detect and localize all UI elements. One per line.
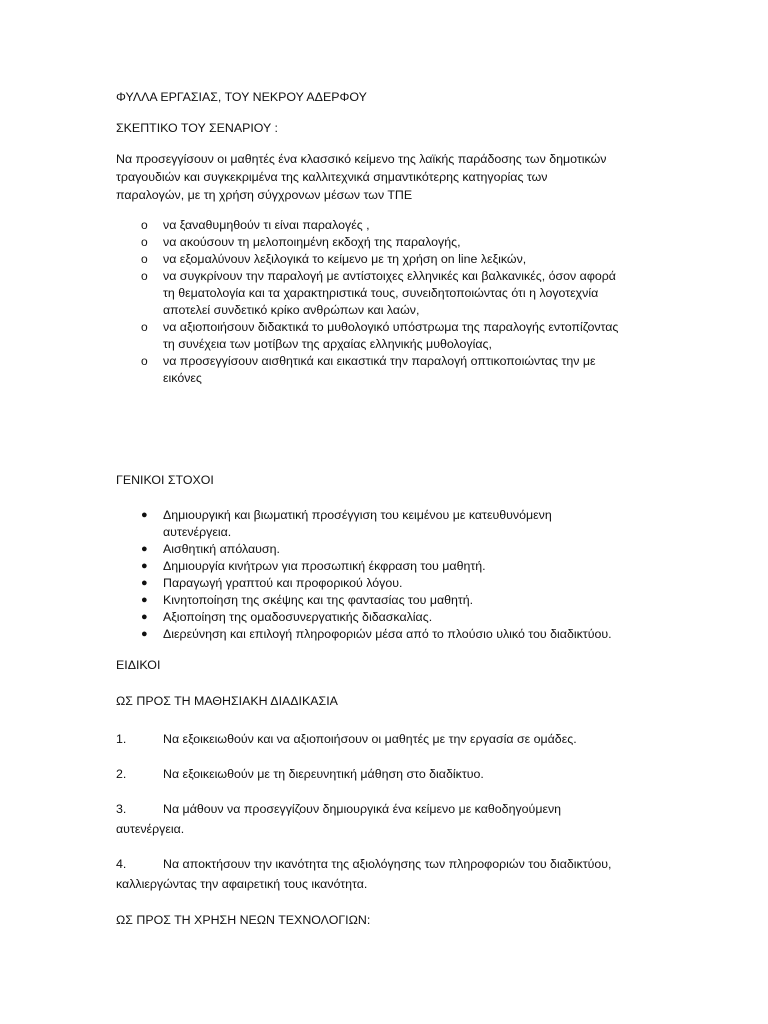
goal-number-1: 1. bbox=[116, 732, 127, 746]
scenario-item-1: να ξαναθυμηθούν τι είναι παραλογές , bbox=[163, 218, 370, 232]
scenario-item-4-line-3: αποτελεί συνδετικό κρίκο ανθρώπων και λαών, bbox=[163, 303, 420, 317]
goal-number-2: 2. bbox=[116, 767, 127, 781]
general-goal-7: Διερεύνηση και επιλογή πληροφοριών μέσα από το πλούσιο υλικό του διαδικτύου. bbox=[163, 627, 612, 641]
general-goal-6: Αξιοποίηση της ομαδοσυνεργατικής διδασκαλίας. bbox=[163, 610, 433, 624]
general-goal-1-line-1: Δημιουργική και βιωματική προσέγγιση του κειμένου με κατευθυνόμενη bbox=[163, 508, 552, 522]
scenario-line-1: Να προσεγγίσουν οι μαθητές ένα κλασσικό κείμενο της λαϊκής παράδοσης των δημοτικών bbox=[116, 152, 607, 166]
general-goals-heading: ΓΕΝΙΚΟΙ ΣΤΟΧΟΙ bbox=[116, 473, 214, 487]
bullet-circle-icon: o bbox=[141, 320, 148, 334]
bullet-circle-icon: o bbox=[141, 269, 148, 283]
bullet-circle-icon: o bbox=[141, 252, 148, 266]
learning-goal-4-line-1: Να αποκτήσουν την ικανότητα της αξιολόγησης των πληροφοριών του διαδικτύου, bbox=[163, 857, 612, 871]
bullet-dot-icon: ● bbox=[141, 611, 148, 623]
new-technologies-heading: ΩΣ ΠΡΟΣ ΤΗ ΧΡΗΣΗ ΝΕΩΝ ΤΕΧΝΟΛΟΓΙΩΝ: bbox=[116, 913, 371, 927]
bullet-dot-icon: ● bbox=[141, 560, 148, 572]
learning-goal-4-line-2: καλλιεργώντας την αφαιρετική τους ικανότητα. bbox=[116, 877, 368, 891]
scenario-heading: ΣΚΕΠΤΙΚΟ ΤΟΥ ΣΕΝΑΡΙΟΥ : bbox=[116, 121, 278, 135]
scenario-item-3: να εξομαλύνουν λεξιλογικά το κείμενο με τη χρήση on line λεξικών, bbox=[163, 252, 527, 266]
specific-heading: ΕΙΔΙΚΟΙ bbox=[116, 658, 161, 672]
bullet-dot-icon: ● bbox=[141, 577, 148, 589]
scenario-item-2: να ακούσουν τη μελοποιημένη εκδοχή της παραλογής, bbox=[163, 235, 461, 249]
scenario-item-4-line-1: να συγκρίνουν την παραλογή με αντίστοιχες ελληνικές και βαλκανικές, όσον αφορά bbox=[163, 269, 616, 283]
bullet-dot-icon: ● bbox=[141, 594, 148, 606]
goal-number-4: 4. bbox=[116, 857, 127, 871]
general-goal-3: Δημιουργία κινήτρων για προσωπική έκφραση του μαθητή. bbox=[163, 559, 486, 573]
general-goal-5: Κινητοποίηση της σκέψης και της φαντασίας του μαθητή. bbox=[163, 593, 474, 607]
scenario-item-4-line-2: τη θεματολογία και τα χαρακτηριστικά τους, συνειδητοποιώντας ότι η λογοτεχνία bbox=[163, 286, 599, 300]
bullet-dot-icon: ● bbox=[141, 628, 148, 640]
scenario-line-2: τραγουδιών και συγκεκριμένα της καλλιτεχνικά σημαντικότερης κατηγορίας των bbox=[116, 170, 548, 184]
scenario-item-6-line-1: να προσεγγίσουν αισθητικά και εικαστικά την παραλογή οπτικοποιώντας την με bbox=[163, 354, 596, 368]
general-goal-2: Αισθητική απόλαυση. bbox=[163, 542, 280, 556]
learning-process-heading: ΩΣ ΠΡΟΣ ΤΗ ΜΑΘΗΣΙΑΚΗ ΔΙΑΔΙΚΑΣΙΑ bbox=[116, 694, 338, 708]
scenario-line-3: παραλογών, με τη χρήση σύγχρονων μέσων των ΤΠΕ bbox=[116, 188, 413, 202]
learning-goal-2: Να εξοικειωθούν με τη διερευνητική μάθηση στο διαδίκτυο. bbox=[163, 767, 484, 781]
learning-goal-3-line-1: Να μάθουν να προσεγγίζουν δημιουργικά ένα κείμενο με καθοδηγούμενη bbox=[163, 802, 562, 816]
learning-goal-3-line-2: αυτενέργεια. bbox=[116, 822, 185, 836]
scenario-item-5-line-2: τη συνέχεια των μοτίβων της αρχαίας ελληνικής μυθολογίας, bbox=[163, 337, 492, 351]
learning-goal-1: Να εξοικειωθούν και να αξιοποιήσουν οι μαθητές με την εργασία σε ομάδες. bbox=[163, 732, 577, 746]
goal-number-3: 3. bbox=[116, 802, 127, 816]
bullet-circle-icon: o bbox=[141, 235, 148, 249]
bullet-circle-icon: o bbox=[141, 354, 148, 368]
bullet-circle-icon: o bbox=[141, 218, 148, 232]
scenario-item-5-line-1: να αξιοποιήσουν διδακτικά το μυθολογικό υπόστρωμα της παραλογής εντοπίζοντας bbox=[163, 320, 619, 334]
general-goal-4: Παραγωγή γραπτού και προφορικού λόγου. bbox=[163, 576, 403, 590]
document-title: ΦΥΛΛΑ ΕΡΓΑΣΙΑΣ, ΤΟΥ ΝΕΚΡΟΥ ΑΔΕΡΦΟΥ bbox=[116, 90, 367, 104]
general-goal-1-line-2: αυτενέργεια. bbox=[163, 525, 232, 539]
bullet-dot-icon: ● bbox=[141, 509, 148, 521]
scenario-item-6-line-2: εικόνες bbox=[163, 371, 202, 385]
bullet-dot-icon: ● bbox=[141, 543, 148, 555]
